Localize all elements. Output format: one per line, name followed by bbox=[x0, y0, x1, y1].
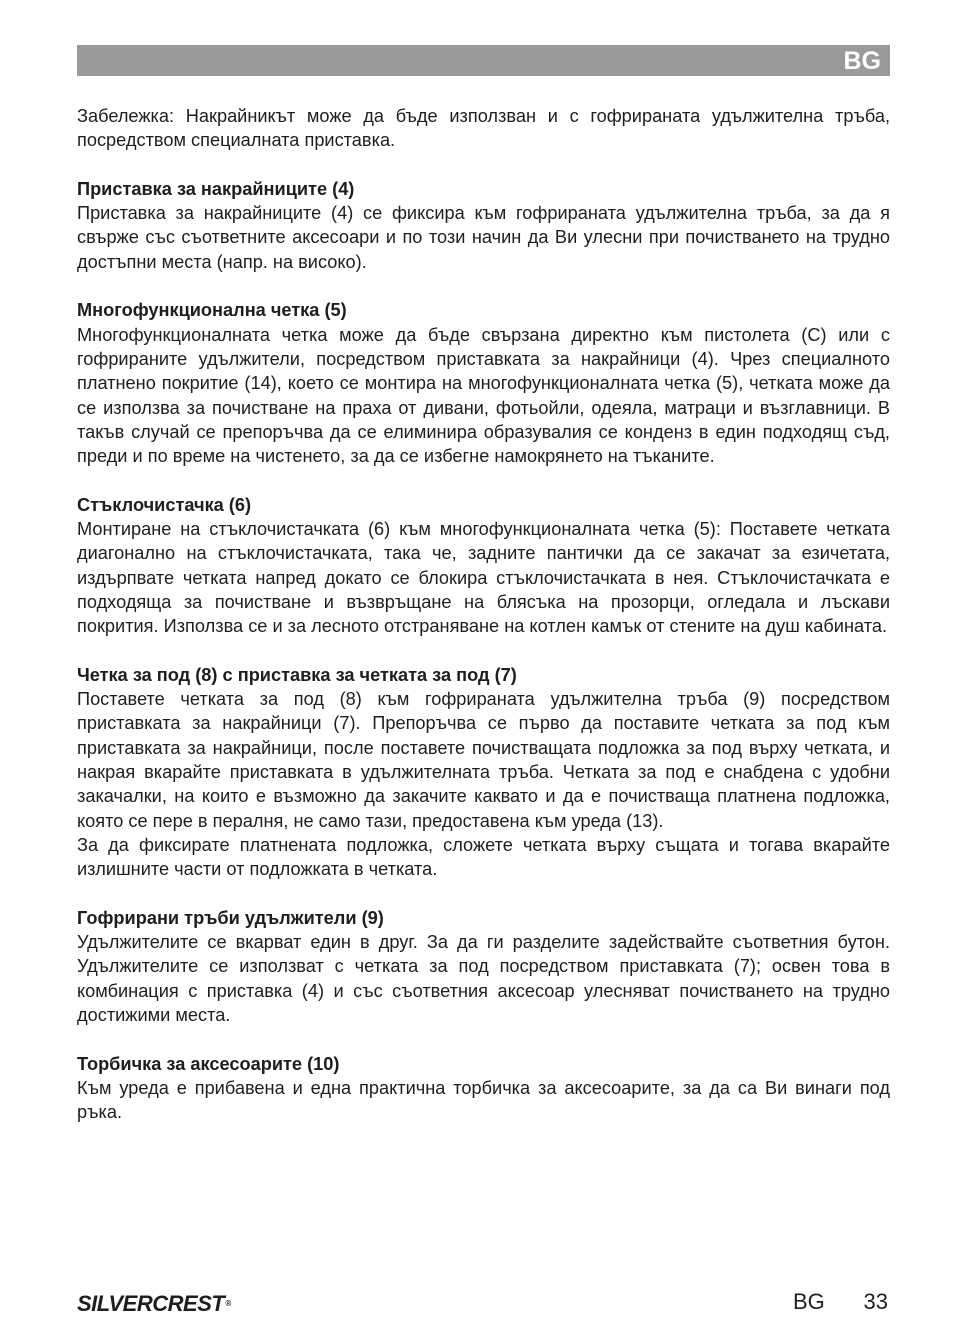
section-heading: Гофрирани тръби удължители (9) bbox=[77, 907, 384, 928]
section-multifunction-brush bbox=[77, 298, 890, 468]
section-window-cleaner bbox=[77, 493, 890, 639]
section-paragraph: Многофункционалната четка може да бъде свързана директно към пистолета (C) или с гофрираните удължители, посредством приставката за накрайници (4). Чрез специалното платнено покритие (14), което се монтира на многофункционалната четка (5), четката може да се използва за почистване на праха от дивани, фотьойли, одеяла, матраци и възглавници. В такъв случай се препоръчва да се елиминира образувалия се конденз в един подходящ съд, преди и по време на чистенето, за да се избегне намокрянето на тъканите. bbox=[77, 324, 890, 467]
section-floor-brush bbox=[77, 663, 890, 882]
page-footer bbox=[77, 1285, 890, 1319]
footer-language: BG bbox=[793, 1289, 825, 1314]
language-badge: BG bbox=[843, 47, 881, 75]
brand-logo bbox=[77, 1291, 231, 1317]
header-bar bbox=[77, 45, 890, 76]
note-text: Забележка: Накрайникът може да бъде използван и с гофрираната удължителна тръба, посредством специалната приставка. bbox=[77, 106, 890, 151]
brand-logo-text: SILVERCREST bbox=[77, 1291, 225, 1316]
section-paragraph: Поставете четката за под (8) към гофрираната удължителна тръба (9) посредством приставката за накрайници (7). Препоръчва се първо да поставите четката за под към приставката за накрайници, после поставете почистващата подложка за под върху четката, и накрая вкарайте приставката в удължителната тръба. Четката за под е снабдена с удобни закачалки, на които е възможно да закачите каквато и да е почистваща платнена подложка, която се пере в пералня, не само тази, предоставена към уреда (13). bbox=[77, 689, 890, 831]
section-paragraph: Приставка за накрайниците (4) се фиксира към гофрираната удължителна тръба, за да я свърже със съответните аксесоари и по този начин да Ви улесни при почистването на трудно достъпни места (напр. на високо). bbox=[77, 203, 890, 272]
section-heading: Четка за под (8) с приставка за четката за под (7) bbox=[77, 664, 517, 685]
page-content bbox=[77, 104, 890, 1149]
section-heading: Стъклочистачка (6) bbox=[77, 494, 252, 515]
section-extension-tubes bbox=[77, 906, 890, 1027]
section-heading: Торбичка за аксесоарите (10) bbox=[77, 1053, 340, 1074]
section-heading: Приставка за накрайниците (4) bbox=[77, 178, 355, 199]
section-paragraph: За да фиксирате платнената подложка, сложете четката върху същата и тогава вкарайте излишните части от подложката в четката. bbox=[77, 834, 890, 880]
note-section bbox=[77, 104, 890, 153]
section-heading: Многофункционална четка (5) bbox=[77, 300, 347, 321]
section-paragraph: Към уреда е прибавена и една практична торбичка за аксесоарите, за да са Ви винаги под ръка. bbox=[77, 1077, 890, 1123]
section-nozzle-adapter bbox=[77, 177, 890, 274]
section-paragraph: Монтиране на стъклочистачката (6) към многофункционалната четка (5): Поставете четката диагонално на стъклочистачката, така че, задните пантички да се закачат за езичетата, издърпвате четката напред докато се блокира стъклочистачката в нея. Стъклочистачката е подходяща за почистване и възвръщане на блясъка на прозорци, огледала и лъскави покрития. Използва се и за лесното отстраняване на котлен камък от стените на душ кабината. bbox=[77, 519, 890, 637]
registered-mark: ® bbox=[225, 1299, 231, 1308]
section-accessory-bag bbox=[77, 1052, 890, 1125]
page-number: 33 bbox=[863, 1289, 888, 1314]
section-paragraph: Удължителите се вкарват един в друг. За да ги разделите задействайте съответния бутон. Удължителите се използват с четката за под посредством приставката (7); освен това в комбинация с приставка (4) и със съответния аксесоар улесняват почистването на трудно достижими места. bbox=[77, 932, 890, 1025]
